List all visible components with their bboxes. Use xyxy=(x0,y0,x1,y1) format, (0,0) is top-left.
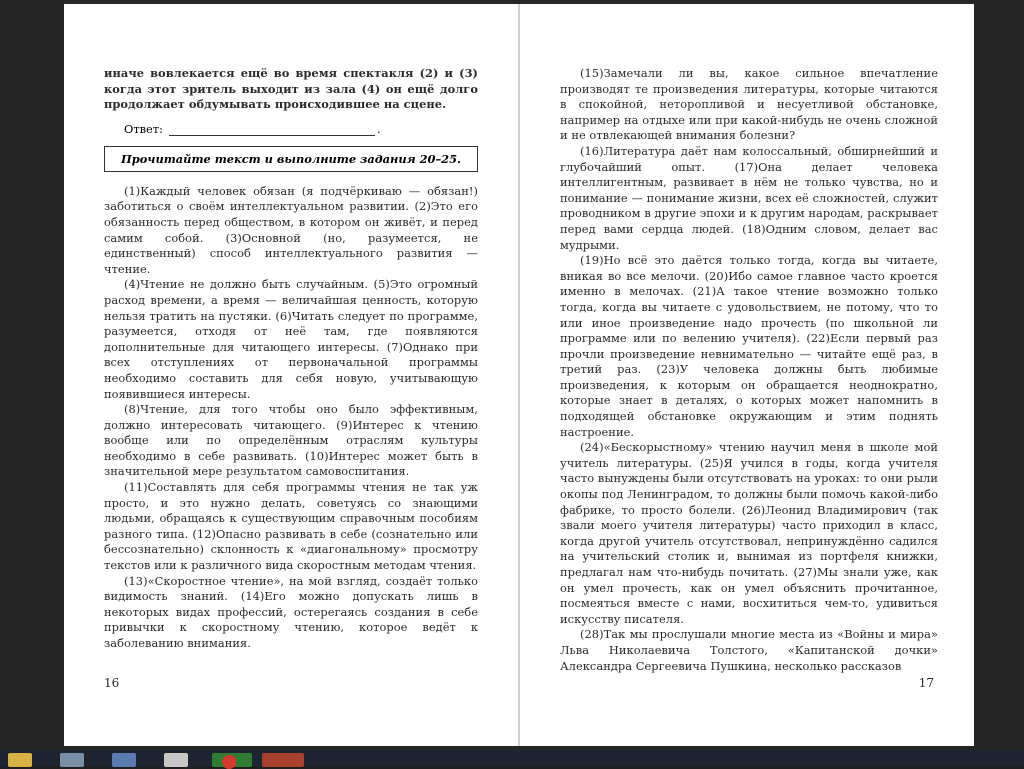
page-number-left: 16 xyxy=(104,676,120,690)
paragraph: (16)Литература даёт нам колоссальный, обширнейший и глубочайший опыт. (17)Она делает человека интеллигентным, развивает в нём не только чувства, но и понимание — понимание жизни, всех её сложностей, служит проводником в другие эпохи и к другим народам, раскрывает перед вами сердца людей. (18)Одним словом, делает вас мудрыми. xyxy=(560,143,938,252)
intro-paragraph: иначе вовлекается ещё во время спектакля (2) и (3) когда этот зритель выходит из зала (4) он ещё долго продолжает обдумывать происходившее на сцене. xyxy=(104,66,478,112)
paragraph: (1)Каждый человек обязан (я подчёркиваю — обязан!) заботиться о своём интеллектуальном развитии. (2)Это его обязанность перед обществом, в котором он живёт, и перед самим собой. (3)Основной (но, разумеется, не единственный) способ интеллектуального развития — чтение. xyxy=(104,183,478,276)
intro-text xyxy=(104,66,478,113)
settings-icon[interactable] xyxy=(112,753,136,767)
answer-line xyxy=(169,123,375,136)
left-page-body xyxy=(104,184,478,652)
paragraph: (19)Но всё это даётся только тогда, когда вы читаете, вникая во все мелочи. (20)Ибо самое главное часто кроется именно в мелочах. (21)А такое чтение возможно только тогда, когда вы читаете с удовольствием, не потому, что то или иное произведение надо прочесть (по школьной ли программе или по велению учителя). (22)Если первый раз прочли произведение невнимательно — читайте ещё раз, в третий раз. (23)У человека должны быть любимые произведения, к которым он обращается неоднократно, которые знает в деталях, о которых может напомнить в подходящей обстановке окружающим и этим поднять настроение. xyxy=(560,253,938,439)
answer-label: Ответ: xyxy=(124,121,163,136)
paragraph: (11)Составлять для себя программы чтения не так уж просто, и это нужно делать, советуясь со знающими людьми, обращаясь к существующим справочным пособиям разного типа. (12)Опасно развивать в себе (сознательно или бессознательно) склонность к «диагональному» просмотру текстов или к различного вида скоростным методам чтения. xyxy=(104,480,478,573)
task-heading: Прочитайте текст и выполните задания 20–25. xyxy=(120,151,461,166)
paragraph: (13)«Скоростное чтение», на мой взгляд, создаёт только видимость знаний. (14)Его можно допускать лишь в некоторых видах профессий, остерегаясь создания в себе привычки к скоростному чтению, которое ведёт к заболеванию внимания. xyxy=(104,573,478,650)
file-explorer-icon[interactable] xyxy=(8,753,32,767)
task-heading-box xyxy=(104,146,478,172)
paragraph: (15)Замечали ли вы, какое сильное впечатление производят те произведения литературы, которые читаются в спокойной, неторопливой и несуетливой обстановке, например на отдыхе или при какой-нибудь не очень сложной и не отвлекающей внимания болезни? xyxy=(560,66,938,143)
answer-field: Ответ: . xyxy=(124,121,381,136)
chrome-icon[interactable] xyxy=(212,753,252,767)
paragraph: (4)Чтение не должно быть случайным. (5)Это огромный расход времени, а время — величайшая ценность, которую нельзя тратить на пустяки. (6)Читать следует по программе, разумеется, отходя от неё там, где появляются дополнительные для читающего интересы. (7)Однако при всех отступлениях от первоначальной программы необходимо составить для себя новую, учитывающую появившиеся интересы. xyxy=(104,277,478,401)
store-icon[interactable] xyxy=(60,753,84,767)
right-page xyxy=(520,4,974,746)
paragraph: (8)Чтение, для того чтобы оно было эффективным, должно интересовать читающего. (9)Интерес к чтению вообще или по определённым отраслям культуры необходимо в себе развивать. (10)Интерес может быть в значительной мере результатом самовоспитания. xyxy=(104,402,478,479)
page-number-right: 17 xyxy=(918,676,934,690)
left-page xyxy=(64,4,518,746)
right-page-body xyxy=(560,66,938,674)
taskbar xyxy=(0,750,1024,767)
app-icon[interactable] xyxy=(262,753,304,767)
paragraph: (24)«Бескорыстному» чтению научил меня в школе мой учитель литературы. (25)Я учился в годы, когда учителя часто вынуждены были отсутствовать на уроках: то они рыли окопы под Ленинградом, то должны были помочь какой-либо фабрике, то просто болели. (26)Леонид Владимирович (так звали моего учителя литературы) часто приходил в класс, когда другой учитель отсутствовал, непринуждённо садился на учительский столик и, вынимая из портфеля книжки, предлагал нам что-нибудь почитать. (27)Мы знали уже, как он умел прочесть, как он умел объяснить прочитанное, посмеяться вместе с нами, восхититься чем-то, удивиться искусству писателя. xyxy=(560,440,938,626)
display-icon[interactable] xyxy=(164,753,188,767)
paragraph: (28)Так мы прослушали многие места из «Войны и мира» Льва Николаевича Толстого, «Капитанской дочки» Александра Сергеевича Пушкина, несколько рассказов xyxy=(560,627,938,673)
